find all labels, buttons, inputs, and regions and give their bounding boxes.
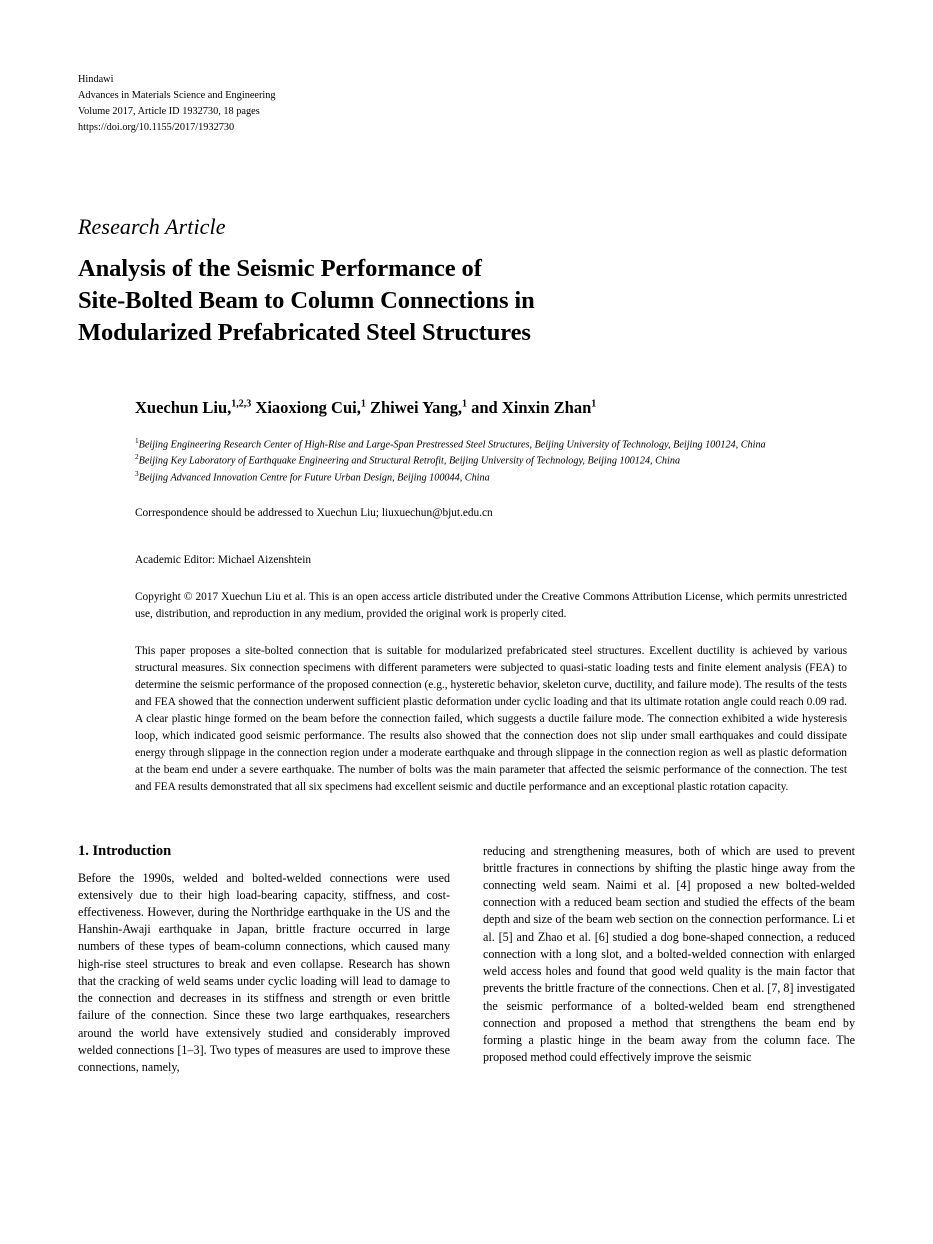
affiliation-item: $^3$Beijing Advanced Innovation Centre for Future Urban Design, Beijing 100044, China (135, 468, 490, 484)
affiliation-item: $^2$Beijing Key Laboratory of Earthquake Engineering and Structural Retrofit, Beijing University of Technology, Beijing 100124, China (135, 452, 681, 467)
publisher-block (78, 72, 856, 136)
journal-name: Advances in Materials Science and Engineering (78, 89, 276, 101)
section-heading-introduction: 1. Introduction (78, 842, 172, 859)
volume-info: Volume 2017, Article ID 1932730, 18 pages (78, 105, 260, 117)
column-right (483, 843, 855, 1077)
title-line-3: Modularized Prefabricated Steel Structures (78, 319, 531, 347)
copyright-notice: Copyright © 2017 Xuechun Liu et al. This is an open access article distributed under the Creative Commons Attribution License, which permits unrestricted use, distribution, and reproduction in any medium, provided the original work is properly cited. (135, 591, 847, 620)
body-columns (78, 843, 856, 1077)
title-line-1: Analysis of the Seismic Performance of (78, 254, 482, 282)
affiliation-list (135, 436, 850, 485)
title-line-2: Site-Bolted Beam to Column Connections in (78, 287, 535, 315)
article-type: Research Article (78, 213, 226, 239)
introduction-paragraph-right: reducing and strengthening measures, both of which are used to prevent brittle fractures in connections by shifting the plastic hinge away from the connecting weld seam. Naimi et al. [4] proposed a new bolted-welded connection with a reduced beam section and studied the effects of the beam depth and size of the beam web section on the connection performance. Li et al. [5] and Zhao et al. [6] studied a dog bone-shaped connection, a reduced connection with a long slot, and a bolted-welded connection with enlarged weld access holes and found that good weld quality is the main factor that prevents the brittle fracture of the connections. Chen et al. [7, 8] investigated the seismic performance of a bolted-welded beam end strengthened connection and proposed a method that strengthens the beam end by forming a plastic hinge in the beam away from the column face. The proposed method could effectively improve the seismic (483, 843, 855, 1065)
doi-link[interactable]: https://doi.org/10.1155/2017/1932730 (78, 121, 235, 133)
abstract-text: This paper proposes a site-bolted connection that is suitable for modularized prefabricated steel structures. Excellent ductility is achieved by various structural measures. Six connection specimens with different parameters were subjected to quasi-static loading tests and finite element analysis (FEA) to determine the seismic performance of the proposed connection (e.g., hysteretic behavior, skeleton curve, ductility, and failure mode). The results of the tests and FEA showed that the connection underwent sufficient plastic deformation under cyclic loading and that its ultimate rotation angle could reach 0.09 rad. A clear plastic hinge formed on the beam before the connection failed, which suggests a ductile failure mode. The connection exhibited a wide hysteresis loop, which indicated good seismic performance. The results also showed that the connection does not slip under small earthquakes and could dissipate energy through slippage in the connection region under a moderate earthquake and through slippage in the connection region as well as plastic deformation at the beam end under a severe earthquake. The number of bolts was the main parameter that affected the seismic performance of the connection. The test and FEA results demonstrated that all six specimens had excellent seismic and ductile performance and an exceptional plastic rotation capacity. (135, 644, 847, 794)
column-left (78, 843, 450, 1077)
affiliation-item: $^1$Beijing Engineering Research Center of High-Rise and Large-Span Prestressed Steel Structures, Beijing University of Technology, Beijing 100124, China (135, 435, 766, 451)
correspondence-note: Correspondence should be addressed to Xuechun Liu; liuxuechun@bjut.edu.cn (135, 507, 493, 520)
introduction-paragraph-left: Before the 1990s, welded and bolted-welded connections were used extensively due to their high load-bearing capacity, stiffness, and cost-effectiveness. However, during the Northridge earthquake in the US and the Hanshin-Awaji earthquake in Japan, brittle fracture occurred in large numbers of these types of beam-column connections, which caused many high-rise steel structures to break and even collapse. Research has shown that the cracking of weld seams under cyclic loading will lead to damage to the connection and decreases in its stiffness and strength or even brittle failure of the connection. Since these two large earthquakes, researchers around the world have extensively studied and considerably improved welded connections [1–3]. Two types of measures are used to improve these connections, namely, (78, 870, 450, 1074)
academic-editor: Academic Editor: Michael Aizenshtein (135, 554, 311, 567)
page-title (78, 253, 856, 350)
paper-content (78, 72, 856, 1076)
author-list: Xuechun Liu,$^{1,2,3}$ Xiaoxiong Cui,$^1$ Zhiwei Yang,$^1$ and Xinxin Zhan$^1$ (135, 397, 597, 417)
publisher-name: Hindawi (78, 74, 114, 85)
